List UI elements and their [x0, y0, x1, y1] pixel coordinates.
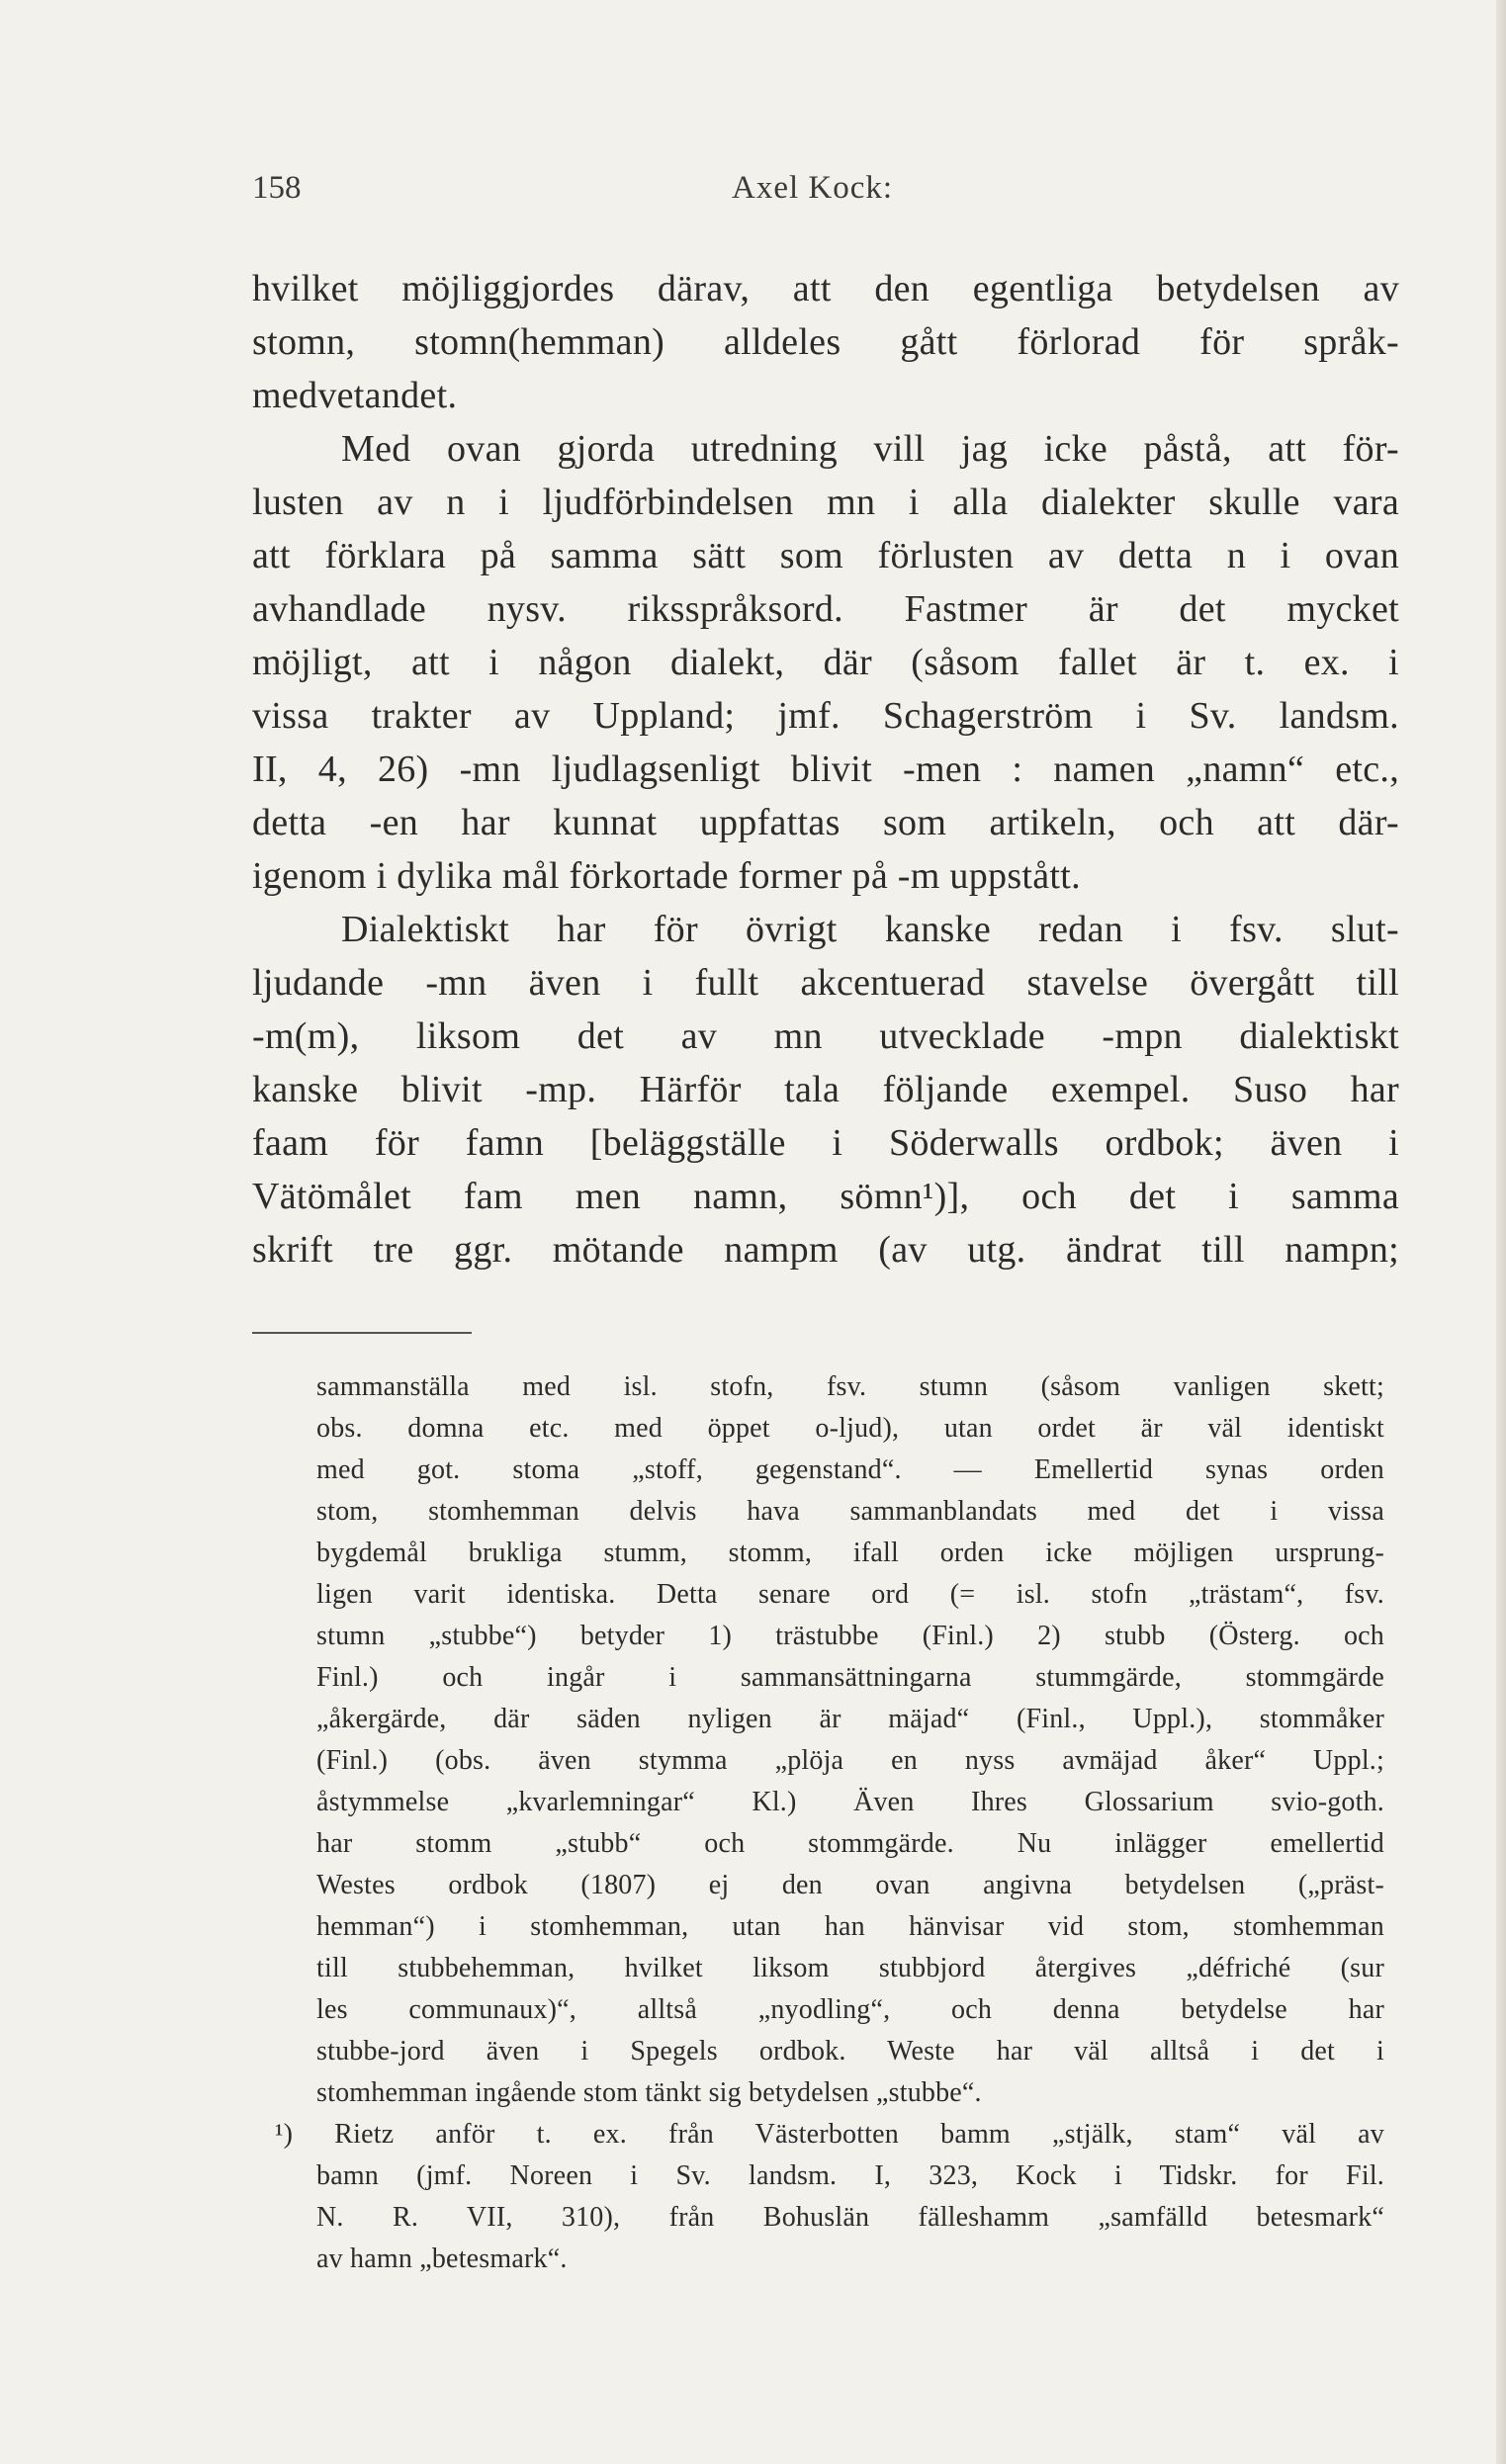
text-line: stomn, stomn(hemman) alldeles gått förlorad för språk- [252, 321, 1399, 363]
text-line: faam för famn [beläggställe i Söderwalls ordbok; även i [252, 1122, 1399, 1164]
footnote-line: bygdemål brukliga stumm, stomm, ifall orden icke möjligen ursprung- [316, 1538, 1384, 1568]
page-number: 158 [252, 170, 302, 206]
footnote-line: les communaux)“, alltså „nyodling“, och denna betydelse har [316, 1994, 1384, 2025]
footnote-line: (Finl.) (obs. även stymma „plöja en nyss avmäjad åker“ Uppl.; [316, 1745, 1384, 1776]
text-line: hvilket möjliggjordes därav, att den egentliga betydelsen av [252, 268, 1399, 309]
footnote-1-line: N. R. VII, 310), från Bohuslän fälleshamm „samfälld betesmark“ [316, 2202, 1384, 2233]
text-line: lusten av n i ljudförbindelsen mn i alla dialekter skulle vara [252, 482, 1399, 523]
running-head [252, 170, 1399, 220]
text-line: vissa trakter av Uppland; jmf. Schagerström i Sv. landsm. [252, 695, 1399, 737]
text-line: -m(m), liksom det av mn utvecklade -mpn dialektiskt [252, 1015, 1399, 1057]
main-text-block [252, 262, 1399, 1276]
text-line: Dialektiskt har för övrigt kanske redan i fsv. slut- [341, 909, 1399, 950]
footnote-line: Finl.) och ingår i sammansättningarna stummgärde, stommgärde [316, 1662, 1384, 1693]
footnote-line: har stomm „stubb“ och stommgärde. Nu inlägger emellertid [316, 1828, 1384, 1859]
text-line: att förklara på samma sätt som förlusten av detta n i ovan [252, 535, 1399, 576]
running-title: Axel Kock: [732, 170, 894, 206]
text-line: Med ovan gjorda utredning vill jag icke påstå, att för- [341, 428, 1399, 470]
footnote-line: Westes ordbok (1807) ej den ovan angivna betydelsen („präst- [316, 1870, 1384, 1900]
text-line: Vätömålet fam men namn, sömn¹)], och det i samma [252, 1176, 1399, 1217]
text-line: kanske blivit -mp. Härför tala följande exempel. Suso har [252, 1069, 1399, 1110]
text-line: detta -en har kunnat uppfattas som artikeln, och att där- [252, 802, 1399, 843]
footnote-1-line: av hamn „betesmark“. [316, 2244, 568, 2274]
text-line: möjligt, att i någon dialekt, där (såsom fallet är t. ex. i [252, 642, 1399, 683]
footnote-line: till stubbehemman, hvilket liksom stubbjord återgives „défriché (sur [316, 1953, 1384, 1983]
footnote-line: ligen varit identiska. Detta senare ord (= isl. stofn „trästam“, fsv. [316, 1579, 1384, 1610]
footnote-line: stomhemman ingående stom tänkt sig betydelsen „stubbe“. [316, 2077, 982, 2108]
footnote-line: obs. domna etc. med öppet o-ljud), utan ordet är väl identiskt [316, 1413, 1384, 1444]
text-line: medvetandet. [252, 375, 458, 416]
footnote-line: hemman“) i stomhemman, utan han hänvisar vid stom, stomhemman [316, 1911, 1384, 1942]
text-line: skrift tre ggr. mötande nampm (av utg. ändrat till nampn; [252, 1229, 1399, 1271]
footnote-line: stumn „stubbe“) betyder 1) trästubbe (Finl.) 2) stubb (Österg. och [316, 1621, 1384, 1651]
footnote-line: stubbe-jord även i Spegels ordbok. Weste har väl alltså i det i [316, 2036, 1384, 2067]
footnotes-block [275, 1366, 1384, 2280]
text-line: igenom i dylika mål förkortade former på -m uppstått. [252, 855, 1081, 897]
page-edge [1496, 0, 1506, 2464]
footnote-line: stom, stomhemman delvis hava sammanblandats med det i vissa [316, 1496, 1384, 1527]
footnote-1-line: ¹) Rietz anför t. ex. från Västerbotten bamm „stjälk, stam“ väl av [275, 2119, 1384, 2150]
footnote-1-line: bamn (jmf. Noreen i Sv. landsm. I, 323, Kock i Tidskr. for Fil. [316, 2160, 1384, 2191]
text-line: avhandlade nysv. riksspråksord. Fastmer är det mycket [252, 588, 1399, 630]
footnote-separator [252, 1332, 472, 1334]
footnote-line: sammanställa med isl. stofn, fsv. stumn (såsom vanligen skett; [316, 1371, 1384, 1402]
footnote-line: med got. stoma „stoff, gegenstand“. — Emellertid synas orden [316, 1454, 1384, 1485]
text-line: II, 4, 26) -mn ljudlagsenligt blivit -men : namen „namn“ etc., [252, 748, 1399, 790]
text-line: ljudande -mn även i fullt akcentuerad stavelse övergått till [252, 962, 1399, 1004]
footnote-line: åstymmelse „kvarlemningar“ Kl.) Även Ihres Glossarium svio-goth. [316, 1787, 1384, 1817]
footnote-line: „åkergärde, där säden nyligen är mäjad“ (Finl., Uppl.), stommåker [316, 1704, 1384, 1734]
